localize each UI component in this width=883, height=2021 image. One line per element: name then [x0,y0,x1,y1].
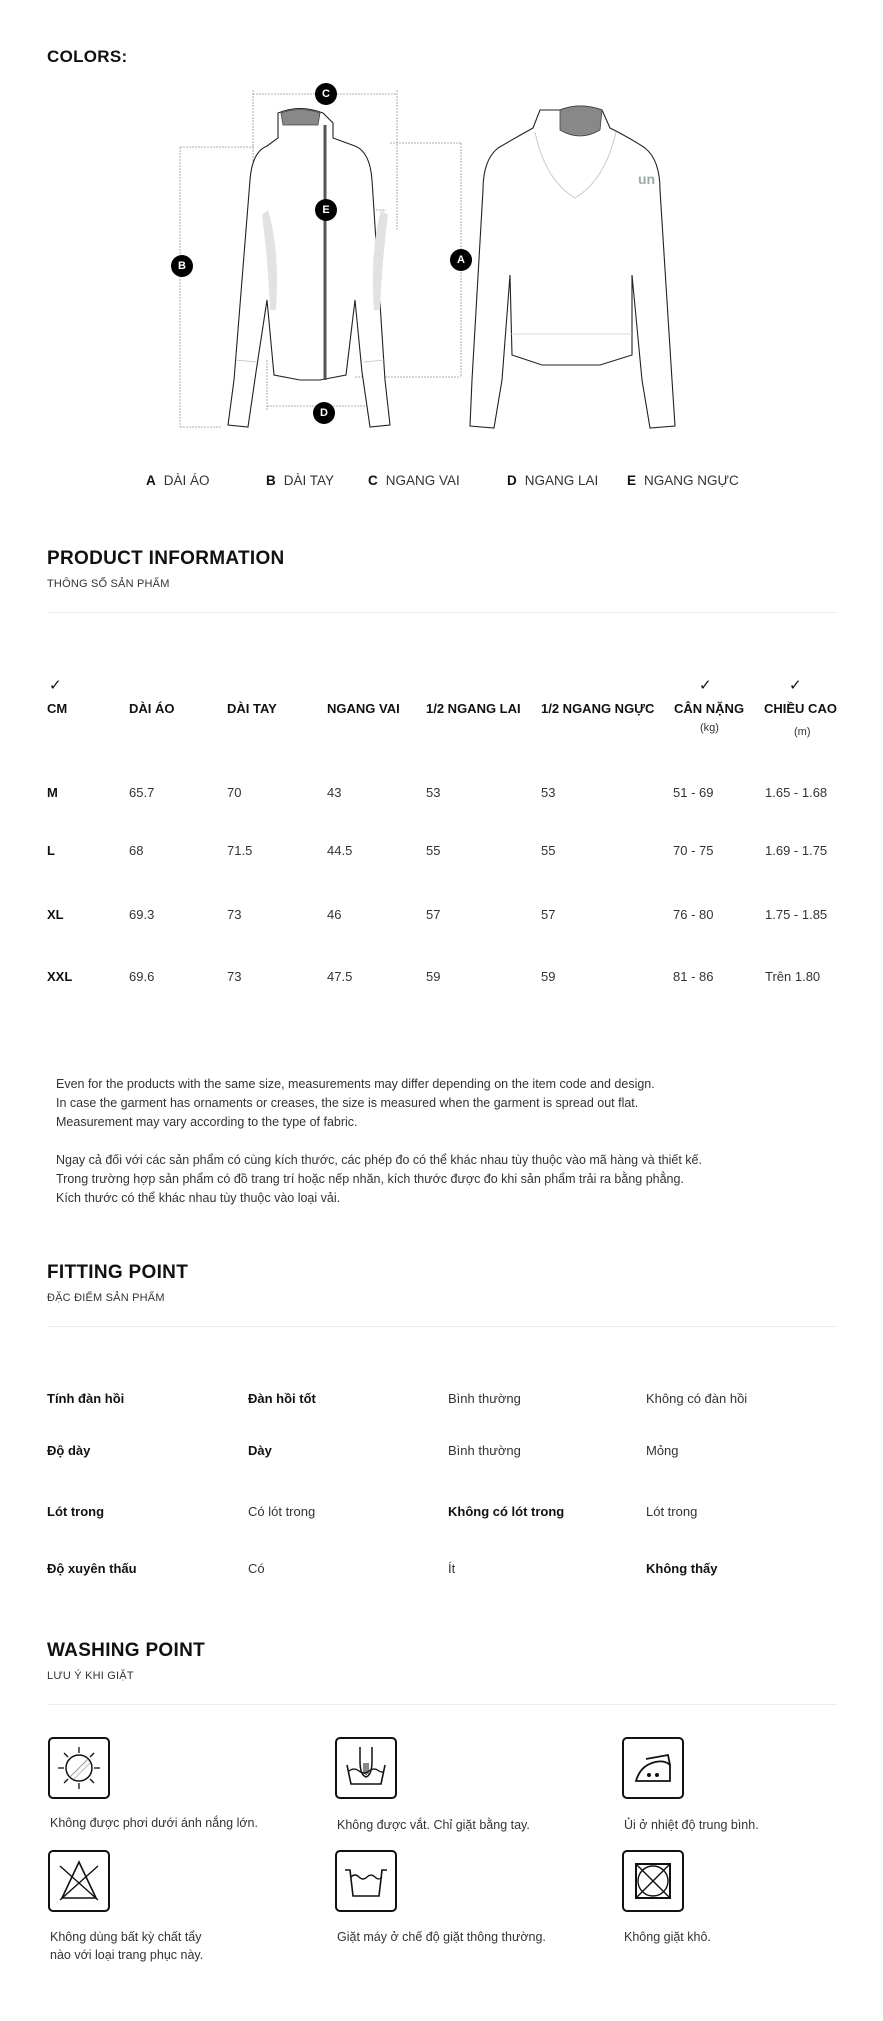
legend-item-e: E NGANG NGỰC [627,473,739,488]
table-cell: 55 [426,843,441,858]
garment-measurement-diagram [150,80,750,450]
table-cell: 73 [227,907,242,922]
marker-a: A [450,249,472,271]
fitting-label: Độ dày [47,1443,91,1458]
wash-caption: Không được vắt. Chỉ giặt bằng tay. [337,1818,530,1832]
wash-caption: Không dùng bất kỳ chất tẩy nào với loại trang phục này. [50,1930,204,1962]
no-dry-clean-icon [622,1850,684,1912]
fitting-point-title: FITTING POINT [47,1262,189,1283]
size-label: XL [47,907,64,922]
table-cell: 59 [541,969,556,984]
table-cell: 55 [541,843,556,858]
table-cell: 69.3 [129,907,155,922]
fitting-option-selected: Dày [248,1443,272,1458]
table-cell: 73 [227,969,242,984]
table-cell: 70 [227,785,242,800]
marker-d: D [313,402,335,424]
column-header: CM [47,701,68,716]
fitting-option: Có lót trong [248,1504,316,1519]
column-header: CÂN NẶNG [674,701,745,716]
table-cell: 69.6 [129,969,155,984]
fitting-option: Lót trong [646,1504,698,1519]
table-cell: 65.7 [129,785,155,800]
legend-item-b: B DÀI TAY [266,473,335,488]
wash-caption: Không được phơi dưới ánh nắng lớn. [50,1816,258,1830]
table-cell: 44.5 [327,843,353,858]
column-header: 1/2 NGANG LAI [426,701,521,716]
brand-logo: un [638,171,656,187]
column-header: CHIỀU CAO [764,701,837,716]
fitting-point-subtitle: ĐẶC ĐIỂM SẢN PHẨM [47,1292,165,1304]
table-cell: 70 - 75 [673,843,714,858]
legend-item-a: A DÀI ÁO [146,473,210,488]
table-cell: 68 [129,843,144,858]
table-cell: 43 [327,785,342,800]
section-divider [47,1704,837,1705]
no-bleach-icon [48,1850,110,1912]
table-cell: 81 - 86 [673,969,714,984]
no-direct-sun-icon [48,1737,110,1799]
iron-medium-icon [622,1737,684,1799]
table-cell: 71.5 [227,843,253,858]
note-line: Even for the products with the same size, measurements may differ depending on the item code and design. [56,1077,655,1091]
fitting-label: Độ xuyên thấu [47,1561,137,1576]
fitting-option: Có [248,1561,265,1576]
table-cell: 1.69 - 1.75 [765,843,828,858]
size-label: L [47,843,55,858]
size-label: M [47,785,58,800]
front-view [228,109,390,428]
table-cell: 47.5 [327,969,353,984]
marker-b: B [171,255,193,277]
note-line: In case the garment has ornaments or creases, the size is measured when the garment is spread out flat. [56,1096,639,1110]
table-cell: 53 [541,785,556,800]
table-cell: 57 [541,907,556,922]
fitting-option-selected: Không thấy [646,1561,718,1576]
table-cell: Trên 1.80 [765,969,821,984]
height-unit: (m) [794,726,811,738]
table-cell: 76 - 80 [673,907,714,922]
column-header: NGANG VAI [327,701,400,716]
section-divider [47,612,837,613]
product-info-title: PRODUCT INFORMATION [47,548,285,569]
washing-point-subtitle: LƯU Ý KHI GIẶT [47,1670,134,1682]
marker-c: C [315,83,337,105]
front-hood-lining [281,110,320,126]
size-label: XXL [47,969,73,984]
table-cell: 1.65 - 1.68 [765,785,828,800]
colors-heading: COLORS: [47,47,128,66]
washing-point-title: WASHING POINT [47,1640,206,1661]
note-line: Trong trường hợp sản phẩm có đồ trang trí hoặc nếp nhăn, kích thước được đo khi sản phẩm trải ra bằng phẳng. [56,1172,684,1186]
column-header: 1/2 NGANG NGỰC [541,701,655,716]
table-cell: 1.75 - 1.85 [765,907,828,922]
size-notes-en [56,1075,655,1132]
table-cell: 46 [327,907,342,922]
fitting-option: Bình thường [448,1391,521,1406]
fitting-option-selected: Đàn hồi tốt [248,1391,316,1406]
product-info-subtitle: THÔNG SỐ SẢN PHẨM [47,578,170,590]
fitting-option: Mỏng [646,1443,679,1458]
check-icon: ✓ [699,677,712,694]
column-header: DÀI TAY [227,701,277,716]
legend-item-c: C NGANG VAI [368,473,460,488]
marker-e: E [315,199,337,221]
fitting-option: Bình thường [448,1443,521,1458]
note-line: Ngay cả đối với các sản phẩm có cùng kích thước, các phép đo có thể khác nhau tùy thuộc vào mã hàng và thiết kế. [56,1153,702,1167]
note-line: Measurement may vary according to the type of fabric. [56,1115,358,1129]
fitting-option: Không có đàn hồi [646,1391,748,1406]
hand-wash-icon [335,1737,397,1799]
fitting-label: Lót trong [47,1504,105,1519]
weight-unit: (kg) [700,722,719,734]
back-hood-lining [560,106,602,136]
machine-wash-icon [335,1850,397,1912]
table-cell: 57 [426,907,441,922]
check-icon: ✓ [49,677,62,694]
wash-caption: Ủi ở nhiệt độ trung bình. [624,1818,759,1832]
fitting-option: Ít [448,1561,456,1576]
table-cell: 51 - 69 [673,785,714,800]
check-icon: ✓ [789,677,802,694]
back-view [470,106,675,428]
legend-item-d: D NGANG LAI [507,473,599,488]
section-divider [47,1326,837,1327]
table-cell: 53 [426,785,441,800]
fitting-option-selected: Không có lót trong [448,1504,565,1519]
fitting-label: Tính đàn hồi [47,1391,125,1406]
size-notes-vi [56,1151,702,1208]
column-header: DÀI ÁO [129,701,175,716]
wash-caption: Giặt máy ở chế độ giặt thông thường. [337,1930,546,1944]
table-cell: 59 [426,969,441,984]
wash-caption: Không giặt khô. [624,1930,711,1944]
note-line: Kích thước có thể khác nhau tùy thuộc vào loại vải. [56,1191,341,1205]
